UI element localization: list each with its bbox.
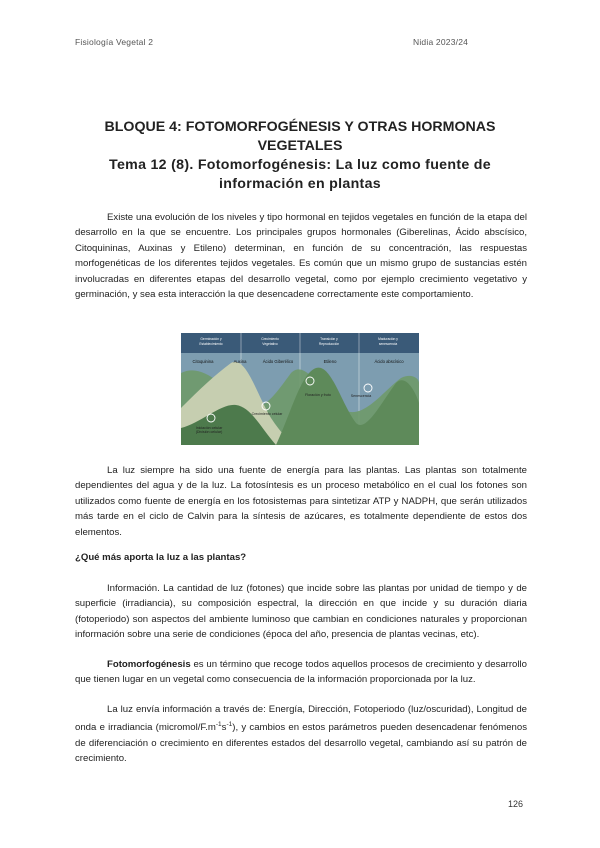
stage-3-label-b: Reproducción xyxy=(318,342,340,346)
unit-seconds: s xyxy=(221,722,227,734)
stage-1-label-a: Germinación y xyxy=(200,337,222,341)
page-number: 126 xyxy=(508,799,524,809)
header-course: Fisiología Vegetal 2 xyxy=(75,37,154,47)
annotation-initiation-b: (División celular) xyxy=(195,430,223,434)
paragraph-photomorphogenesis xyxy=(75,657,527,688)
light-parameters-text-a: La luz envía información a través de: Energía, Dirección, Fotoperiodo (luz/oscuridad), Longitud de onda e irradiancia (micromol/F.m xyxy=(75,704,527,734)
hormone-giberelico: Ácido Giberélico xyxy=(262,359,294,364)
term-photomorphogenesis: Fotomorfogénesis xyxy=(107,659,191,670)
unit-exponent-2: -1 xyxy=(226,721,233,729)
annotation-elongation: Crecimiento celular xyxy=(251,412,283,416)
stage-4-label-a: Maduración y xyxy=(378,337,398,341)
light-parameters-text-b: ), y cambios en estos parámetros pueden desencadenar fenómenos de diferenciación o crecimiento en diferentes estados del desarrollo vegetal, cambiando así su patrón de crecimiento. xyxy=(75,722,527,765)
hormone-development-figure xyxy=(181,333,419,445)
annotation-senescence: Senescencia xyxy=(350,394,372,398)
hormone-citoquinina: Citoquinina xyxy=(192,359,214,364)
photomorphogenesis-definition: es un término que recoge todos aquellos procesos de crecimiento y desarrollo que tienen lugar en un vegetal como consecuencia de la información proporcionada por la luz. xyxy=(75,659,527,686)
paragraph-light-energy: La luz siempre ha sido una fuente de energía para las plantas. Las plantas son totalmente dependientes del agua y de la luz. La fotosíntesis es un proceso metabólico en el cual los fotones son utilizados como fuente de energía en los fotosistemas para sintetizar ATP y NADPH, que serán utilizados más tarde en el ciclo de Calvin para la síntesis de azúcares, es totalmente dependiente de estos dos elementos. xyxy=(75,465,527,538)
title-block xyxy=(70,118,530,194)
unit-exponent-1: -1 xyxy=(215,721,222,729)
title-line-3: Tema 12 (8). Fotomorfogénesis: La luz como fuente de xyxy=(109,157,491,173)
paragraph-light-parameters xyxy=(75,702,527,767)
header-author: Nidia 2023/24 xyxy=(413,37,469,47)
title-line-2: VEGETALES xyxy=(257,138,343,154)
stage-3-label-a: Transición y xyxy=(320,337,338,341)
title-line-4: información en plantas xyxy=(219,176,381,192)
paragraph-information: Información. La cantidad de luz (fotones) que incide sobre las plantas por unidad de tiempo y de superficie (irradiancia), su composición espectral, la dirección en que incide y su duración diaria (fotoperiodo) son aspectos del ambiente luminoso que cambian en condiciones naturales y proporcionan información sobre una serie de condiciones (época del año, presencia de plantas vecinas, etc). xyxy=(75,583,527,641)
stage-2-label-a: Crecimiento xyxy=(261,337,279,341)
title-line-1: BLOQUE 4: FOTOMORFOGÉNESIS Y OTRAS HORMONAS xyxy=(104,119,496,135)
hormone-abscisico: Ácido abscísico xyxy=(374,359,404,364)
hormone-auxina: Auxina xyxy=(233,359,247,364)
paragraph-hormones: Existe una evolución de los niveles y tipo hormonal en tejidos vegetales en función de la etapa del desarrollo en la que se encuentre. Los principales grupos hormonales (Giberelinas, Ácido abscísico, Citoquininas, Auxinas y Etileno) determinan, en función de su concentración, las respuestas morfogenéticas de los diferentes tejidos vegetales. Es común que un mismo grupo de sustancias estén involucradas en diferentes etapas del desarrollo vegetal, como por ejemplo crecimiento vegetativo y germinación, y sea esta interacción la que desencadene correctamente este comportamiento. xyxy=(75,212,527,301)
annotation-flowering: Floración y fruto xyxy=(305,393,331,397)
stage-1-label-b: Establecimiento xyxy=(199,342,223,346)
stage-4-label-b: senescencia xyxy=(378,342,398,346)
hormone-etileno: Etileno xyxy=(323,359,337,364)
section-question: ¿Qué más aporta la luz a las plantas? xyxy=(75,552,247,563)
annotation-initiation-a: Iniciación celular xyxy=(195,426,223,430)
stage-2-label-b: Vegetativo xyxy=(262,342,278,346)
